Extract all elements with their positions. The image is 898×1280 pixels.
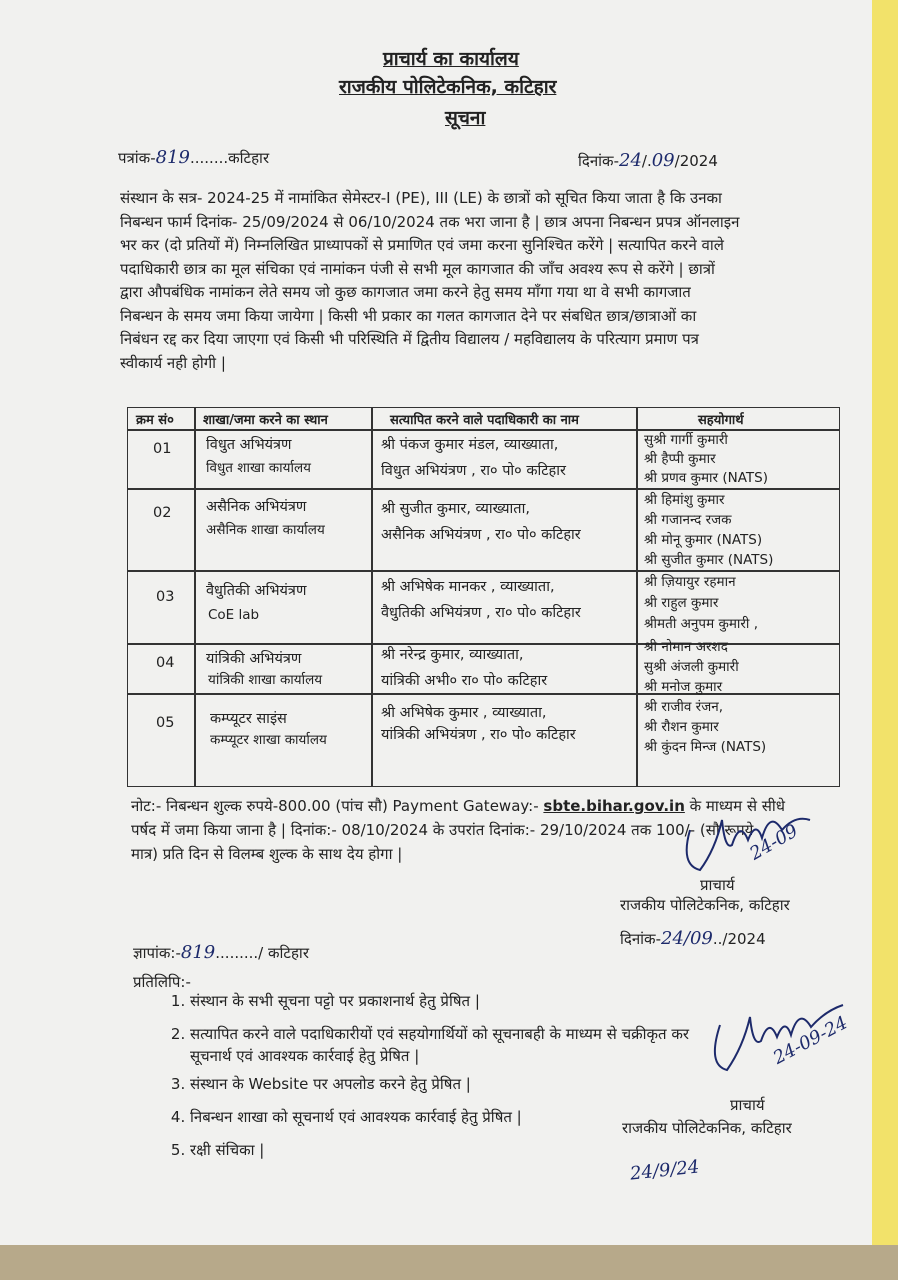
dispatch-date-hand: 24/9/24 [629, 1156, 701, 1185]
signature-1-date: 24-09 [746, 820, 802, 865]
row-place: CoE lab [208, 607, 260, 623]
row-helper: श्री मोनू कुमार (NATS) [644, 532, 763, 548]
gyapank-number: 819 [180, 942, 216, 963]
row-officer-line2: असैनिक अभियंत्रण , रा० पो० कटिहार [381, 527, 581, 543]
signature-1-date-line [620, 928, 766, 949]
office-title: प्राचार्य का कार्यालय [383, 48, 519, 70]
body-line: निबंधन रद्द कर दिया जाएगा एवं किसी भी परिस्थिति में द्वितीय विद्यालय / महविद्यालय के परित्याग प्रमाण पत्र [120, 330, 699, 348]
background-yellow-folder [872, 0, 898, 1280]
row-branch: कम्प्यूटर साइंस [210, 711, 287, 727]
body-line: भर कर (दो प्रतियों में) निम्नलिखित प्राध्यापकों से प्रमाणित एवं जमा करना सुनिश्चित करेंगे | सत्यापित करने वाले [120, 236, 724, 254]
copy-item [190, 1073, 689, 1106]
dinank-label: दिनांक- [578, 152, 619, 170]
row-place: विधुत शाखा कार्यालय [206, 460, 311, 476]
payment-gateway-link[interactable]: sbte.bihar.gov.in [543, 797, 685, 815]
institute-title: राजकीय पोलिटेकनिक, कटिहार [339, 76, 557, 98]
row-helper: श्री गजानन्द रजक [644, 512, 732, 528]
copy-item [190, 1139, 689, 1172]
body-line: स्वीकार्य नही होगी | [120, 353, 226, 372]
note-text: के माध्यम से सीधे [684, 797, 786, 815]
date-month: 09 [651, 150, 675, 171]
patrank-place: ........कटिहार [189, 149, 270, 167]
principal-title-2: प्राचार्य [730, 1096, 765, 1114]
copy-label: प्रतिलिपि:- [133, 973, 191, 991]
row-serial: 04 [156, 655, 175, 671]
row-serial: 05 [156, 715, 175, 731]
row-helper: श्री राहुल कुमार [644, 595, 719, 611]
body-line: द्वारा औपबंधिक नामांकन लेते समय जो कुछ कागजात जमा करने हेतु समय माँगा गया था वे सभी कागजात [120, 283, 691, 301]
date-label: दिनांक- [620, 930, 661, 948]
principal-signature-2 [695, 985, 865, 1095]
row-branch: असैनिक अभियंत्रण [206, 499, 307, 515]
copy-item-text: रक्षी संचिका | [190, 1141, 265, 1159]
row-helper: श्री रौशन कुमार [644, 719, 719, 735]
row-officer-line1: श्री पंकज कुमार मंडल, व्याख्याता, [381, 437, 559, 453]
row-helper: श्री मनोज कुमार [644, 679, 723, 695]
col-header-helpers: सहयोगार्थ [698, 413, 744, 428]
copy-item [190, 990, 689, 1023]
note-line2: पर्षद में जमा किया जाना है | दिनांक:- 08/10/2024 के उपरांत दिनांक:- 29/10/2024 तक 100/- (सौ रूपये [131, 821, 754, 839]
col-header-branch: शाखा/जमा करने का स्थान [203, 413, 328, 428]
row-helper: सुश्री गार्गी कुमारी [644, 432, 728, 448]
copy-item [190, 1023, 689, 1073]
row-branch: यांत्रिकी अभियंत्रण [206, 651, 302, 667]
verification-table [127, 407, 840, 787]
copy-item-text: निबन्धन शाखा को सूचनार्थ एवं आवश्यक कार्रवाई हेतु प्रेषित | [190, 1108, 522, 1126]
patrank-label: पत्रांक- [118, 149, 156, 167]
row-place: असैनिक शाखा कार्यालय [206, 522, 325, 538]
row-helper: श्री ज़ियायुर रहमान [644, 574, 736, 590]
note-line3: मात्र) प्रति दिन से विलम्ब शुल्क के साथ देय होगा | [131, 845, 403, 863]
row-officer-line2: यांत्रिकी अभियंत्रण , रा० पो० कटिहार [381, 727, 576, 743]
background-floor [0, 1245, 898, 1280]
notice-title: सूचना [445, 107, 486, 129]
body-line: पदाधिकारी छात्र का मूल संचिका एवं नामांकन पंजी से सभी मूल कागजात की जाँच अवश्य रूप से करेंगे | छात्रों [120, 259, 715, 278]
gyapank-line [133, 942, 309, 963]
row-branch: वैधुतिकी अभियंत्रण [206, 583, 307, 599]
row-branch: विधुत अभियंत्रण [206, 437, 292, 453]
patrank-number: 819 [155, 147, 190, 168]
row-helper: श्री कुंदन मिन्ज (NATS) [644, 739, 767, 755]
row-officer-line1: श्री सुजीत कुमार, व्याख्याता, [381, 501, 530, 517]
row-helper: श्री सुजीत कुमार (NATS) [644, 552, 774, 568]
date-year: ../2024 [712, 930, 766, 948]
row-officer-line1: श्री नरेन्द्र कुमार, व्याख्याता, [381, 647, 524, 663]
row-officer-line2: वैधुतिकी अभियंत्रण , रा० पो० कटिहार [381, 605, 581, 621]
row-officer-line2: यांत्रिकी अभी० रा० पो० कटिहार [381, 673, 548, 689]
copy-item-text: संस्थान के सभी सूचना पट्टो पर प्रकाशनार्थ हेतु प्रेषित | [190, 992, 480, 1010]
row-officer-line1: श्री अभिषेक कुमार , व्याख्याता, [381, 705, 547, 721]
row-helper: श्री राजीव रंजन, [644, 699, 723, 715]
row-place: कम्प्यूटर शाखा कार्यालय [210, 732, 327, 748]
patrank-line [118, 147, 269, 168]
col-header-officer: सत्यापित करने वाले पदाधिकारी का नाम [390, 413, 579, 428]
date-year: /2024 [674, 152, 718, 170]
copy-list [140, 990, 689, 1172]
principal-title-1: प्राचार्य [700, 876, 735, 894]
copy-item-text: सत्यापित करने वाले पदाधिकारीयों एवं सहयोगार्थियों को सूचनाबही के माध्यम से चक्रीकृत कर [190, 1025, 689, 1043]
row-officer-line1: श्री अभिषेक मानकर , व्याख्याता, [381, 579, 555, 595]
principal-org-1: राजकीय पोलिटेकनिक, कटिहार [620, 896, 790, 914]
row-helper: श्री नोमान अरशद [644, 639, 728, 655]
row-serial: 02 [153, 505, 172, 521]
notice-body [120, 187, 820, 375]
note-text: नोट:- निबन्धन शुल्क रुपये-800.00 (पांच सौ) Payment Gateway:- [131, 797, 544, 815]
row-helper: सुश्री अंजली कुमारी [644, 659, 739, 675]
principal-org-2: राजकीय पोलिटेकनिक, कटिहार [622, 1119, 792, 1137]
gyapank-label: ज्ञापांक:- [133, 944, 181, 962]
dinank-line: दिनांक-24/.09/2024 [578, 150, 718, 171]
date-hand: 24/09 [661, 928, 713, 949]
gyapank-place: ........./ कटिहार [215, 944, 309, 962]
row-serial: 03 [156, 589, 175, 605]
row-serial: 01 [153, 441, 172, 457]
row-helper: श्री हिमांशु कुमार [644, 492, 725, 508]
row-place: यांत्रिकी शाखा कार्यालय [208, 672, 323, 688]
row-helper: श्रीमती अनुपम कुमारी , [644, 616, 758, 632]
copy-item-text: सूचनार्थ एवं आवश्यक कार्रवाई हेतु प्रेषित | [190, 1047, 420, 1065]
body-line: निबन्धन के समय जमा किया जायेगा | किसी भी प्रकार का गलत कागजात देने पर संबधित छात्र/छात्राओं का [120, 306, 697, 325]
date-day: 24 [619, 150, 642, 171]
body-line: संस्थान के सत्र- 2024-25 में नामांकित सेमेस्टर-I (PE), III (LE) के छात्रों को सूचित किया जाता है कि उनका [120, 189, 722, 207]
row-helper: श्री प्रणव कुमार (NATS) [644, 470, 768, 486]
row-helper: श्री हैप्पी कुमार [644, 451, 716, 467]
signature-2-date: 24-09-24 [769, 1012, 852, 1069]
copy-item-text: संस्थान के Website पर अपलोड करने हेतु प्रेषित | [190, 1075, 471, 1093]
copy-item [190, 1106, 689, 1139]
body-line: निबन्धन फार्म दिनांक- 25/09/2024 से 06/10/2024 तक भरा जाना है | छात्र अपना निबन्धन प्रपत्र ऑनलाइन [120, 212, 740, 231]
col-header-serial: क्रम सं० [136, 413, 174, 428]
row-officer-line2: विधुत अभियंत्रण , रा० पो० कटिहार [381, 463, 566, 479]
